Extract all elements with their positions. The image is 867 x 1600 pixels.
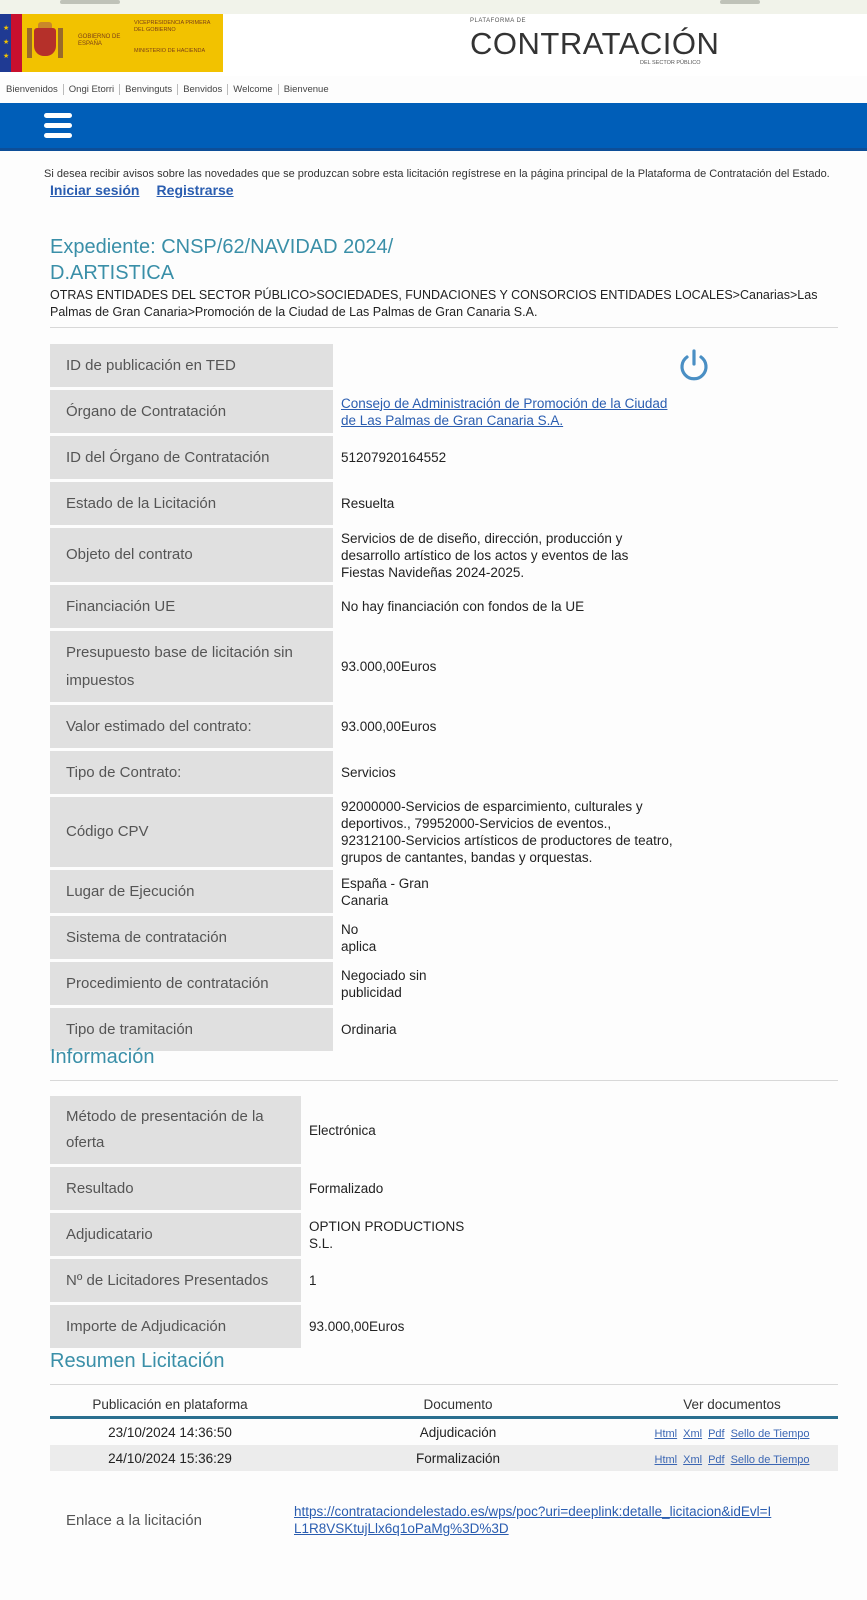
info-row: [50, 1167, 471, 1210]
section-divider: [50, 1384, 838, 1385]
detail-label: Órgano de Contratación: [50, 390, 333, 433]
detail-value: No hay financiación con fondos de la UE: [341, 599, 585, 614]
info-label: Nº de Licitadores Presentados: [50, 1259, 301, 1302]
detail-row: [50, 797, 678, 867]
detail-value: Ordinaria: [341, 1022, 397, 1037]
detail-row: [50, 436, 678, 479]
document-type: Adjudicación: [419, 1424, 497, 1440]
timestamp-seal-link[interactable]: Sello de Tiempo: [730, 1427, 810, 1440]
column-header: Publicación en plataforma: [92, 1397, 248, 1412]
tender-details-table: [50, 344, 678, 1054]
gov-logo-text: GOBIERNO DE ESPAÑA: [78, 34, 121, 47]
detail-value: [333, 344, 341, 387]
register-link[interactable]: Registrarse: [156, 182, 234, 198]
detail-value: España - Gran Canaria: [341, 875, 429, 908]
publication-date: 23/10/2024 14:36:50: [108, 1424, 232, 1440]
gov-logo-vicepresidencia: VICEPRESIDENCIA PRIMERA DEL GOBIERNO: [134, 20, 211, 33]
section-divider: [50, 327, 838, 328]
detail-value: No aplica: [341, 921, 377, 954]
tender-link-row: [66, 1503, 846, 1537]
detail-value: 93.000,00Euros: [341, 659, 437, 674]
detail-row: [50, 585, 678, 628]
detail-value: 92000000-Servicios de esparcimiento, culturales y deportivos., 79952000-Servicios de eventos., 92312100-Servicios artísticos de productores de teatro, grupos de cantantes, bandas y orquestas.: [341, 799, 673, 865]
detail-value: 93.000,00Euros: [341, 719, 437, 734]
detail-value: 51207920164552: [341, 450, 447, 465]
summary-table-header: [50, 1393, 838, 1419]
lang-es[interactable]: Bienvenidos: [6, 84, 64, 95]
table-row: [50, 1445, 838, 1471]
detail-row: [50, 1008, 678, 1051]
gov-logo-ministerio: MINISTERIO DE HACIENDA: [134, 48, 206, 54]
section-title-resumen: Resumen Licitación: [50, 1350, 225, 1372]
detail-label: ID de publicación en TED: [50, 344, 333, 387]
lang-gl[interactable]: Benvidos: [183, 84, 228, 95]
detail-value: Negociado sin publicidad: [341, 967, 427, 1000]
detail-label: Financiación UE: [50, 585, 333, 628]
organo-contratacion-link[interactable]: Consejo de Administración de Promoción de la Ciudad de Las Palmas de Gran Canaria S.A.: [341, 395, 668, 428]
detail-row: [50, 962, 678, 1005]
timestamp-seal-link[interactable]: Sello de Tiempo: [730, 1453, 810, 1466]
language-selector: [6, 84, 339, 95]
plataforma-contratacion-logo[interactable]: [470, 16, 720, 72]
detail-value: Servicios: [341, 765, 396, 780]
detail-label: Lugar de Ejecución: [50, 870, 333, 913]
detail-row: [50, 751, 678, 794]
detail-label: Código CPV: [50, 797, 333, 867]
xml-link[interactable]: Xml: [683, 1427, 703, 1440]
logo-main-text: CONTRATACIÓN: [470, 26, 720, 61]
info-value: 93.000,00Euros: [309, 1319, 405, 1334]
xml-link[interactable]: Xml: [683, 1453, 703, 1466]
info-label: Importe de Adjudicación: [50, 1305, 301, 1348]
breadcrumb: OTRAS ENTIDADES DEL SECTOR PÚBLICO>SOCIEDADES, FUNDACIONES Y CONSORCIOS ENTIDADES LOCALES>Canarias>Las Palmas de Gran Canaria>Promoción de la Ciudad de Las Palmas de Gran Canaria S.A.: [50, 288, 818, 319]
page-title: Expediente: CNSP/62/NAVIDAD 2024/ D.ARTISTICA: [50, 236, 394, 284]
detail-row: [50, 482, 678, 525]
detail-row: [50, 631, 678, 702]
section-title-informacion: Información: [50, 1046, 155, 1068]
lang-fr[interactable]: Bienvenue: [283, 84, 329, 95]
notice-text: Si desea recibir avisos sobre las novedades que se produzcan sobre esta licitación regístrese en la página principal de la Plataforma de Contratación del Estado.: [44, 168, 830, 180]
publication-date: 24/10/2024 15:36:29: [108, 1450, 232, 1466]
document-type: Formalización: [415, 1450, 501, 1466]
detail-row: [50, 344, 678, 387]
logo-sub-text: DEL SECTOR PÚBLICO: [640, 60, 701, 66]
info-label: Resultado: [50, 1167, 301, 1210]
document-links: [626, 1425, 838, 1440]
info-row: [50, 1096, 471, 1164]
main-navbar: [0, 103, 867, 151]
coat-of-arms-icon: [22, 14, 68, 72]
award-info-table: [50, 1096, 471, 1351]
detail-value: Servicios de de diseño, dirección, producción y desarrollo artístico de los actos y eventos de las Fiestas Navideñas 2024-2025.: [341, 530, 629, 580]
tender-link-label: Enlace a la licitación: [66, 1511, 202, 1529]
pdf-link[interactable]: Pdf: [708, 1427, 725, 1440]
eu-spain-flag-icon: ★ ★ ★: [0, 14, 22, 72]
browser-top-strip: [0, 0, 867, 14]
info-label: Adjudicatario: [50, 1213, 301, 1256]
detail-label: Tipo de Contrato:: [50, 751, 333, 794]
info-value: OPTION PRODUCTIONS S.L.: [309, 1218, 465, 1251]
site-header: [0, 14, 867, 76]
tender-deeplink[interactable]: https://contrataciondelestado.es/wps/poc?uri=deeplink:detalle_licitacion&idEvl=IL1R8VSKtujLlx6q1oPaMg%3D%3D: [294, 1504, 772, 1536]
table-row: [50, 1419, 838, 1445]
strip-artifact: [720, 0, 760, 4]
html-link[interactable]: Html: [654, 1427, 678, 1440]
login-link[interactable]: Iniciar sesión: [50, 182, 140, 198]
info-label: Método de presentación de la oferta: [50, 1096, 301, 1164]
detail-label: Valor estimado del contrato:: [50, 705, 333, 748]
info-row: [50, 1213, 471, 1256]
power-icon[interactable]: [677, 348, 711, 384]
document-links: [626, 1451, 838, 1466]
detail-label: Objeto del contrato: [50, 528, 333, 582]
detail-label: Presupuesto base de licitación sin impuestos: [50, 631, 333, 702]
detail-row: [50, 528, 678, 582]
detail-label: Sistema de contratación: [50, 916, 333, 959]
lang-eu[interactable]: Ongi Etorri: [69, 84, 120, 95]
detail-label: Tipo de tramitación: [50, 1008, 333, 1051]
lang-en[interactable]: Welcome: [233, 84, 278, 95]
detail-label: Procedimiento de contratación: [50, 962, 333, 1005]
pdf-link[interactable]: Pdf: [708, 1453, 725, 1466]
logo-small-text: PLATAFORMA DE: [470, 18, 526, 24]
login-notice: [44, 166, 844, 200]
detail-label: ID del Órgano de Contratación: [50, 436, 333, 479]
section-divider: [50, 1080, 838, 1081]
strip-artifact: [60, 0, 120, 4]
gobierno-espana-logo[interactable]: [0, 14, 223, 72]
column-header: Ver documentos: [683, 1397, 781, 1412]
detail-value: [333, 390, 673, 433]
detail-row: [50, 916, 678, 959]
info-row: [50, 1259, 471, 1302]
hamburger-menu-icon[interactable]: [44, 113, 72, 139]
info-value: Electrónica: [309, 1122, 376, 1138]
detail-row: [50, 390, 678, 433]
detail-value: Resuelta: [341, 496, 395, 511]
summary-table: [50, 1393, 838, 1471]
info-value: Formalizado: [309, 1181, 384, 1196]
info-row: [50, 1305, 471, 1348]
detail-row: [50, 870, 678, 913]
column-header: Documento: [423, 1397, 493, 1412]
detail-label: Estado de la Licitación: [50, 482, 333, 525]
info-value: 1: [309, 1273, 317, 1288]
lang-ca[interactable]: Benvinguts: [125, 84, 178, 95]
html-link[interactable]: Html: [654, 1453, 678, 1466]
detail-row: [50, 705, 678, 748]
